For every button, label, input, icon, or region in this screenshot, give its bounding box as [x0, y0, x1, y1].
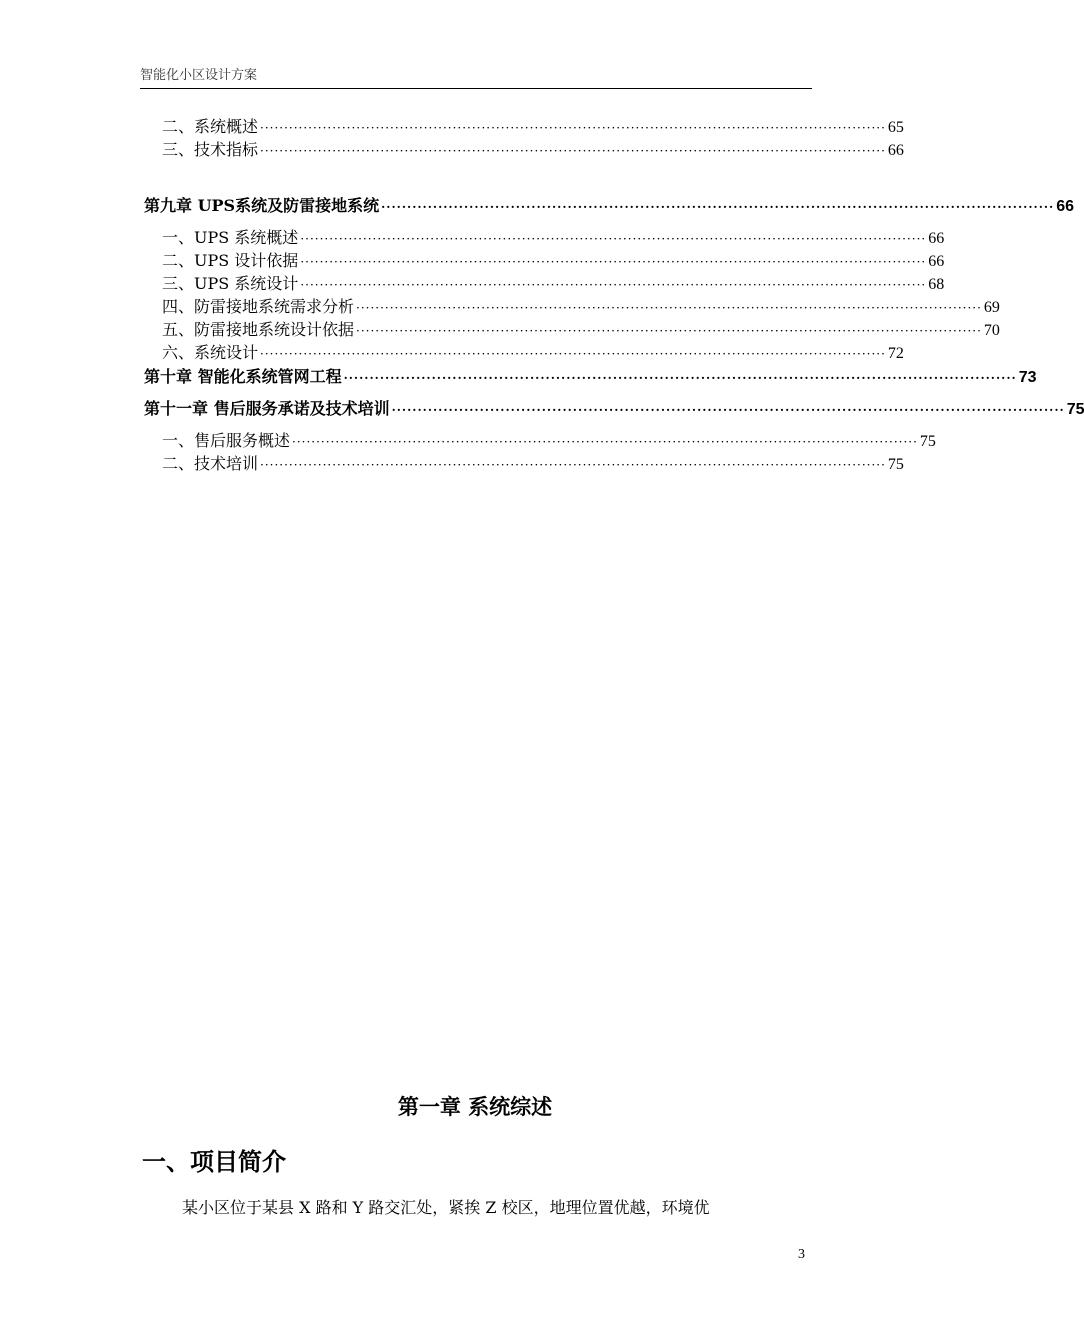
toc-leader-dots: ·································································································································· — [260, 121, 886, 135]
header-title: 智能化小区设计方案 — [140, 68, 258, 83]
toc-chapter-entry[interactable] — [144, 195, 1075, 217]
toc-leader-dots: ·································································································································· — [356, 324, 982, 338]
toc-entry-page: 72 — [887, 345, 904, 362]
toc-entry-page: 75 — [887, 456, 904, 473]
section-heading: 一、项目简介 — [142, 1147, 286, 1176]
toc-chapter-entry[interactable] — [144, 398, 1084, 420]
toc-entry-page: 66 — [928, 253, 945, 270]
toc-entry-label: 第十章 智能化系统管网工程 — [144, 367, 342, 386]
toc-leader-dots: ·································································································································· — [343, 371, 1017, 385]
toc-entry-page: 69 — [983, 299, 1000, 316]
toc-entry[interactable] — [162, 139, 904, 161]
toc-entry-page: 66 — [1056, 198, 1075, 215]
toc-entry-label: 一、UPS 系统概述 — [162, 228, 299, 247]
toc-entry[interactable] — [162, 273, 945, 295]
toc-leader-dots: ·································································································································· — [300, 232, 927, 246]
toc-leader-dots: ·································································································································· — [260, 144, 886, 158]
toc-entry-label: 五、防雷接地系统设计依据 — [162, 320, 355, 339]
toc-leader-dots: ·································································································································· — [391, 403, 1065, 417]
toc-entry[interactable] — [162, 453, 904, 475]
toc-entry[interactable] — [162, 250, 945, 272]
toc-entry-label: 第九章 UPS系统及防雷接地系统 — [144, 196, 380, 215]
toc-entry-page: 75 — [1066, 401, 1084, 418]
toc-leader-dots: ·································································································································· — [381, 200, 1055, 214]
toc-entry-page: 66 — [928, 230, 945, 247]
toc-entry-label: 一、售后服务概述 — [162, 431, 291, 450]
toc-entry[interactable] — [162, 319, 1000, 341]
toc-entry-page: 66 — [887, 142, 904, 159]
toc-entry-page: 65 — [887, 119, 904, 136]
toc-entry-label: 二、系统概述 — [162, 117, 259, 136]
toc-leader-dots: ·································································································································· — [356, 301, 982, 315]
toc-chapter-entry[interactable] — [144, 366, 1037, 388]
page-header — [140, 68, 812, 89]
toc-entry-label: 六、系统设计 — [162, 343, 259, 362]
toc-entry[interactable] — [162, 342, 904, 364]
toc-leader-dots: ·································································································································· — [300, 255, 927, 269]
toc-entry[interactable] — [162, 430, 936, 452]
toc-entry-page: 68 — [928, 276, 945, 293]
toc-leader-dots: ·································································································································· — [260, 347, 886, 361]
toc-entry[interactable] — [162, 116, 904, 138]
toc-entry-label: 三、技术指标 — [162, 140, 259, 159]
toc-entry-page: 75 — [919, 433, 936, 450]
toc-entry-label: 四、防雷接地系统需求分析 — [162, 297, 355, 316]
chapter-heading: 第一章 系统综述 — [397, 1094, 553, 1119]
toc-entry[interactable] — [162, 227, 945, 249]
toc-entry[interactable] — [162, 296, 1000, 318]
toc-entry-label: 第十一章 售后服务承诺及技术培训 — [144, 399, 390, 418]
toc-entry-page: 70 — [983, 322, 1000, 339]
toc-entry-label: 三、UPS 系统设计 — [162, 274, 299, 293]
page-number: 3 — [798, 1247, 805, 1262]
toc-leader-dots: ·································································································································· — [292, 435, 918, 449]
toc-leader-dots: ·································································································································· — [260, 458, 886, 472]
toc-leader-dots: ·································································································································· — [300, 278, 927, 292]
toc-entry-label: 二、技术培训 — [162, 454, 259, 473]
toc-entry-label: 二、UPS 设计依据 — [162, 251, 299, 270]
body-paragraph: 某小区位于某县 X 路和 Y 路交汇处，紧挨 Z 校区，地理位置优越，环境优 — [182, 1198, 710, 1217]
toc-entry-page: 73 — [1018, 369, 1037, 386]
